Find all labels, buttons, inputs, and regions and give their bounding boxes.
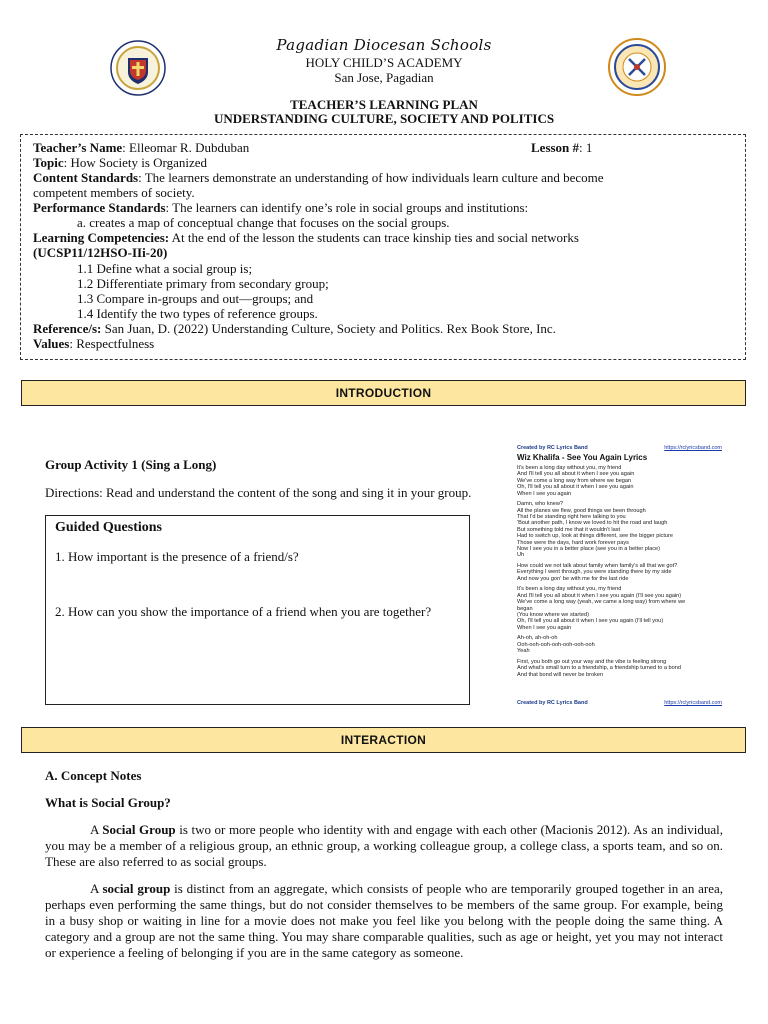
lyrics-link-top: https://rclyricsband.com — [664, 445, 722, 451]
lyric-line: Had to switch up, look at things different, see the bigger picture — [517, 533, 673, 540]
lyric-line: And I'll tell you all about it when I see you again (I'll see you again) — [517, 592, 682, 599]
objective-item: 1.2 Differentiate primary from secondary group; — [77, 276, 329, 291]
lyrics-title: Wiz Khalifa - See You Again Lyrics — [517, 453, 648, 462]
content-standards-value: : The learners demonstrate an understanding of how individuals learn culture and become — [138, 170, 604, 185]
teacher-line — [33, 140, 249, 155]
competency-code: (UCSP11/12HSO-IIi-20) — [33, 245, 168, 260]
reference-line — [33, 321, 556, 336]
performance-standards-value: : The learners can identify one’s role in social groups and institutions: — [165, 200, 529, 215]
teacher-name: : Elleomar R. Dubduban — [122, 140, 250, 155]
school-network-name: Pagadian Diocesan Schools — [276, 36, 492, 54]
lyrics-credit-top: Created by RC Lyrics Band — [517, 445, 588, 451]
activity-title: Group Activity 1 (Sing a Long) — [45, 457, 217, 472]
social-group-question: What is Social Group? — [45, 795, 171, 810]
p2-term: social group — [102, 881, 171, 896]
lyric-line: And now you gon' be with me for the last ride — [517, 575, 629, 582]
lyric-line: Uh — [517, 552, 525, 559]
lyric-line: And I'll tell you all about it when I see you again — [517, 471, 635, 478]
lyrics-credit-bottom: Created by RC Lyrics Band — [517, 700, 588, 706]
topic-label: Topic — [33, 155, 64, 170]
lyric-line: Ah-oh, ah-oh-oh — [517, 635, 558, 642]
lyric-line: And what's small turn to a friendship, a friendship turned to a bond — [517, 665, 682, 672]
lyric-line: We've come a long way from where we began — [517, 477, 632, 484]
performance-standards-label: Performance Standards — [33, 200, 166, 215]
lyrics-link-bottom: https://rclyricsband.com — [664, 700, 722, 706]
lesson-info-box — [20, 134, 746, 360]
teacher-label: Teacher’s Name — [33, 140, 123, 155]
lyric-line: How could we not talk about family when family's all that we got? — [517, 563, 678, 569]
lyric-line: It's been a long day without you, my friend — [517, 586, 622, 593]
guided-questions-heading: Guided Questions — [55, 520, 162, 535]
p1-term: Social Group — [102, 822, 176, 837]
content-standards-line — [33, 170, 604, 185]
performance-item: a. creates a map of conceptual change that focuses on the social groups. — [77, 215, 450, 230]
reference-label: Reference/s: — [33, 321, 102, 336]
competencies-line — [33, 230, 579, 245]
values-label: Values — [33, 336, 70, 351]
values-value: : Respectfulness — [69, 336, 155, 351]
plan-title: TEACHER’S LEARNING PLAN — [290, 97, 478, 112]
lyric-line: We've come a long way (yeah, we came a long way) from where we — [517, 599, 686, 606]
lyric-line: It's been a long day without you, my friend — [517, 465, 622, 471]
guided-question-1: 1. How important is the presence of a friend/s? — [55, 549, 299, 564]
competencies-value: At the end of the lesson the students can trace kinship ties and social networks — [169, 230, 579, 245]
interaction-section-header: INTERACTION — [21, 727, 746, 753]
lyric-line: 'Bout another path, I know we loved to hit the road and laugh — [517, 520, 668, 527]
lyric-line: Oh, I'll tell you all about it when I see you again (I'll tell you) — [517, 618, 664, 625]
concept-notes-heading: A. Concept Notes — [45, 768, 142, 783]
social-group-paragraph-2 — [45, 881, 723, 961]
objective-item: 1.1 Define what a social group is; — [77, 261, 253, 276]
lesson-line — [531, 140, 592, 155]
lyric-line: Those were the days, hard work forever pays — [517, 539, 629, 546]
song-lyrics-image — [512, 445, 728, 707]
objective-item: 1.4 Identify the two types of reference groups. — [77, 306, 318, 321]
lyric-line: First, you both go out your way and the vibe is feeling strong — [517, 658, 667, 665]
activity-directions: Directions: Read and understand the content of the song and sing it in your group. — [45, 485, 472, 500]
content-standards-continued: competent members of society. — [33, 185, 195, 200]
topic-value: : How Society is Organized — [63, 155, 208, 170]
guided-questions-box — [45, 515, 470, 705]
guided-question-2: 2. How can you show the importance of a friend when you are together? — [55, 604, 432, 619]
lyric-line: began — [517, 605, 533, 612]
academy-name: HOLY CHILD’S ACADEMY — [305, 55, 463, 70]
p2-body: is distinct from an aggregate, which consists of people who are temporarily grouped together in an area, perhaps even performing the same things, but do not consider themselves to be members of the same group. For example, being in a busy shop or waiting in line for a movie does not make you feel like you belong with the people doing the same thing. A category and a group are not the same thing. You may share comparable qualities, such as age or height, yet you may not interact or experience a feeling of belonging if you are in the same category as someone. — [45, 881, 724, 960]
lyric-line: Ooh-ooh-ooh-ooh-ooh-ooh-ooh — [517, 641, 595, 648]
reference-value: San Juan, D. (2022) Understanding Culture, Society and Politics. Rex Book Store, Inc. — [101, 321, 556, 336]
lyric-line: All the planes we flew, good things we been through — [517, 507, 646, 514]
lyric-line: That I'd be standing right here talking to you — [517, 514, 626, 520]
p2-lead: A — [90, 881, 103, 896]
academy-location: San Jose, Pagadian — [334, 70, 434, 85]
competencies-label: Learning Competencies: — [33, 230, 170, 245]
topic-line — [33, 155, 207, 170]
lesson-number: : 1 — [579, 140, 593, 155]
p1-lead: A — [90, 822, 103, 837]
lyric-line: Everything I went through, you were standing there by my side — [517, 569, 672, 576]
lyric-line: (You know where we started) — [517, 612, 589, 618]
lyric-line: Damn, who knew? — [517, 501, 564, 508]
content-standards-label: Content Standards — [33, 170, 139, 185]
values-line — [33, 336, 154, 351]
lyric-line: When I see you again — [517, 490, 572, 497]
lyric-line: When I see you again — [517, 624, 572, 631]
performance-standards-line — [33, 200, 528, 215]
objective-item: 1.3 Compare in-groups and out—groups; and — [77, 291, 314, 306]
lyric-line: But something told me that it wouldn't last — [517, 526, 621, 533]
lyric-line: Oh, I'll tell you all about it when I see you again — [517, 484, 634, 491]
lyric-line: Now I see you in a better place (see you in a better place) — [517, 546, 661, 552]
introduction-section-header: INTRODUCTION — [21, 380, 746, 406]
p1-body: is two or more people who identity with and engage with each other (Macionis 2012). As an individual, you may be a member of a religious group, an ethnic group, a working colleague group, a college class, a sports team, and so on. These are also referred to as social groups. — [45, 822, 723, 869]
social-group-paragraph-1 — [45, 822, 723, 870]
lyric-line: And that bond will never be broken — [517, 671, 604, 678]
lesson-label: Lesson # — [531, 140, 580, 155]
plan-subject: UNDERSTANDING CULTURE, SOCIETY AND POLITICS — [213, 111, 555, 126]
lyric-line: Yeah — [517, 648, 530, 655]
